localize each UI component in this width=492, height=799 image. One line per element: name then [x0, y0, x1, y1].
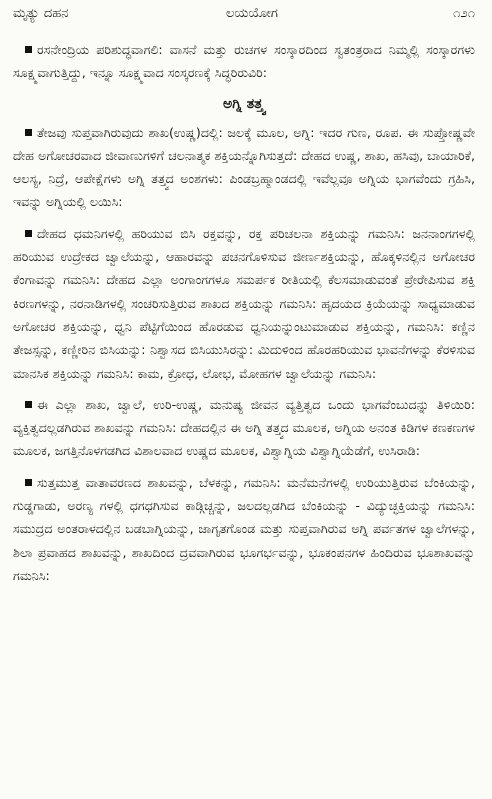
bullet-square-icon: [25, 230, 32, 237]
page-body: [13, 38, 475, 595]
bullet-square-icon: [25, 479, 32, 486]
header-chapter-title: ಲಯಯೋಗ: [226, 6, 278, 21]
bullet-square-icon: [25, 46, 32, 53]
page-number: ೧೨೧: [453, 6, 475, 21]
intro-paragraph: [13, 38, 475, 85]
paragraph-4: [13, 471, 475, 587]
paragraph-2: [13, 222, 475, 385]
paragraph-1: [13, 121, 475, 214]
bullet-square-icon: [25, 129, 32, 136]
running-header: [13, 6, 475, 28]
paragraph-text: ದೇಹದ ಧಮನಿಗಳಲ್ಲಿ ಹರಿಯುವ ಬಿಸಿ ರಕ್ತವನ್ನು, ರಕ್ತ ಪರಿಚಲನಾ ಶಕ್ತಿಯನ್ನು ಗಮನಿಸಿ: ಜನನಾಂಗಗಳಲ್ಲಿ ಹರಿಯುವ ಉದ್ರೇಕದ ಜ್ವಾಲೆಯನ್ನು, ಆಹಾರವನ್ನು ಪಚನಗೊಳಿಸುವ ಜೀರ್ಣಶಕ್ತಿಯನ್ನು, ಹೊಕ್ಕಳಿನಲ್ಲಿನ ಅಗೋಚರ ಕೆಂಗಾವನ್ನು ಗಮನಿಸಿ: ದೇಹದ ಎಲ್ಲಾ ಅಂಗಾಂಗಗಳೂ ಸಮರ್ಪಕ ರೀತಿಯಲ್ಲಿ ಕೆಲಸಮಾಡುವಂತೆ ಪ್ರೇರೇಪಿಸುವ ಶಕ್ತಿ ಕಿರಣಗಳನ್ನು, ನರನಾಡಿಗಳಲ್ಲಿ ಸಂಚರಿಸುತ್ತಿರುವ ಶಾಖದ ಶಕ್ತಿಯನ್ನು ಗಮನಿಸಿ: ಹೃದಯದ ಕ್ರಿಯೆಯನ್ನು ಸಾಧ್ಯಮಾಡುವ ಅಗೋಚರ ಶಕ್ತಿಯನ್ನು, ಧ್ವನಿ ಪೆಟ್ಟಿಗೆಯಿಂದ ಹೊರಡುವ ಧ್ವನಿಯನ್ನುಂಟುಮಾಡುವ ಶಕ್ತಿಯನ್ನು, ಗಮನಿಸಿ: ಕಣ್ಣಿನ ತೇಜಸ್ಸನ್ನು, ಕಣ್ಣೀರಿನ ಬಿಸಿಯನ್ನು: ನಿಶ್ವಾಸದ ಬಿಸಿಯುಸಿರನ್ನು: ಮಿದುಳಿಂದ ಹೊರಹರಿಯುವ ಭಾವನೆಗಳನ್ನು ಕೆರಳಿಸುವ ಮಾನಸಿಕ ಶಕ್ತಿಯನ್ನು ಗಮನಿಸಿ: ಕಾಮ, ಕ್ರೋಧ, ಲೋಭ, ಮೋಹಗಳ ಜ್ವಾಲೆಯನ್ನು ಗಮನಿಸಿ:: [13, 225, 475, 381]
intro-text: ರಸನೇಂದ್ರಿಯ ಪರಿಶುದ್ಧವಾಗಲಿ: ವಾಸನೆ ಮತ್ತು ರುಚಗಳ ಸಂಸ್ಕಾರದಿಂದ ಸ್ವತಂತ್ರರಾದ ನಿಮ್ಮಲ್ಲಿ ಸಂಸ್ಕಾರಗಳು ಸೂಕ್ಷ್ಮವಾಗುತ್ತಿದ್ದು, ಇನ್ನೂ ಸೂಕ್ಷ್ಮವಾದ ಸಂಸ್ಕರಣಕ್ಕೆ ಸಿದ್ಧರಿರುವಿರಿ:: [13, 42, 475, 81]
paragraph-text: ಈ ಎಲ್ಲಾ ಶಾಖ, ಜ್ವಾಲೆ, ಉರಿ-ಉಷ್ಣ, ಮನುಷ್ಯ ಜೀವನ ವ್ಯತ್ತಿತ್ವದ ಒಂದು ಭಾಗವೆಂಬುದನ್ನು ತಿಳಿಯಿರಿ: ವ್ಯಕ್ತಿತ್ವದಲ್ಲಡಗಿರುವ ಶಾಖವನ್ನು ಗಮನಿಸಿ: ದೇಹದಲ್ಲಿನ ಈ ಅಗ್ನಿ ತತ್ತ್ವದ ಮೂಲಕ, ಅಗ್ನಿಯ ಅನಂತ ಕಿಡಿಗಳ ಕಣಕಣಗಳ ಮೂಲಕ, ಜಗತ್ತಿನೊಳಗಡಗಿದ ವಿಶಾಲವಾದ ಉಷ್ಣದ ಮೂಲಕ, ವಿಶ್ವಾಗ್ನಿಯ ವಿಶ್ವಾಗ್ನಿಯೆಡೆಗೆ, ಉಸಿರಾಡಿ:: [13, 396, 475, 459]
bullet-square-icon: [25, 401, 32, 408]
header-book-title: ಮೃತ್ಯು ದಹನ: [13, 6, 69, 21]
paragraph-3: [13, 393, 475, 463]
paragraph-text: ತೇಜವು ಸುಪ್ತವಾಗಿರುವುದು ಶಾಖ(ಉಷ್ಣ)ದಲ್ಲಿ: ಜಲಕ್ಕೆ ಮೂಲ, ಅಗ್ನಿ: ಇದರ ಗುಣ, ರೂಪ. ಈ ಸುಪ್ತೋಷ್ಣವೇ ದೇಹ ಅಗೋಚರವಾದ ಜೀವಾಣುಗಳಿಗೆ ಚಲನಾತ್ಮಕ ಶಕ್ತಿಯನ್ನೊಗಿಸುತ್ತದೆ: ದೇಹದ ಉಷ್ಣ, ಶಾಖ, ಹಸಿವು, ಬಾಯಾರಿಕೆ, ಆಲಸ್ಯ, ನಿದ್ರೆ, ಆಪೇಕ್ಷೆಗಳು ಅಗ್ನಿ ತತ್ತ್ವದ ಅಂಶಗಳು: ಪಿಂಡಬ್ರಹ್ಮಾಂಡದಲ್ಲಿ ಇವೆಲ್ಲವೂ ಅಗ್ನಿಯ ಭಾಗವೆಂದು ಗ್ರಹಿಸಿ, ಇವನ್ನು ಅಗ್ನಿಯಲ್ಲಿ ಲಯಿಸಿ:: [13, 124, 475, 210]
section-heading: ಅಗ್ನಿ ತತ್ತ್ವ: [223, 95, 265, 112]
paragraph-text: ಸುತ್ತಮುತ್ತ ವಾತಾವರಣದ ಶಾಖವನ್ನು, ಬೆಳಕನ್ನು, ಗಮನಿಸಿ: ಮನೆಮನೆಗಳಲ್ಲಿ ಉರಿಯುತ್ತಿರುವ ಬೆಂಕಿಯನ್ನು, ಗುಡ್ಡಗಾಡು, ಅರಣ್ಯ ಗಳಲ್ಲಿ ಧಗಧಗಿಸುವ ಕಾಡ್ಗಿಚ್ಚನ್ನು, ಜಲದಲ್ಲಡಗಿದ ಬೆಂಕಿಯನ್ನು - ವಿದ್ಯುಚ್ಛಕ್ತಿಯನ್ನು ಗಮನಿಸಿ: ಸಮುದ್ರದ ಅಂತರಾಳದಲ್ಲಿನ ಬಡಬಾಗ್ನಿಯನ್ನು, ಜಾಗೃತಗೊಂಡ ಮತ್ತು ಸುಪ್ತವಾಗಿರುವ ಅಗ್ನಿ ಪರ್ವತಗಳ ಜ್ವಾಲೆಗಳನ್ನು, ಶಿಲಾ ಪ್ರವಾಹದ ಶಾಖವನ್ನು, ಶಾಖದಿಂದ ದ್ರವವಾಗಿರುವ ಭೂಗರ್ಭವನ್ನು, ಭೂಕಂಪನಗಳ ಹಿಂದಿರುವ ಭೂಶಾಖವನ್ನು ಗಮನಿಸಿ:: [13, 474, 475, 583]
